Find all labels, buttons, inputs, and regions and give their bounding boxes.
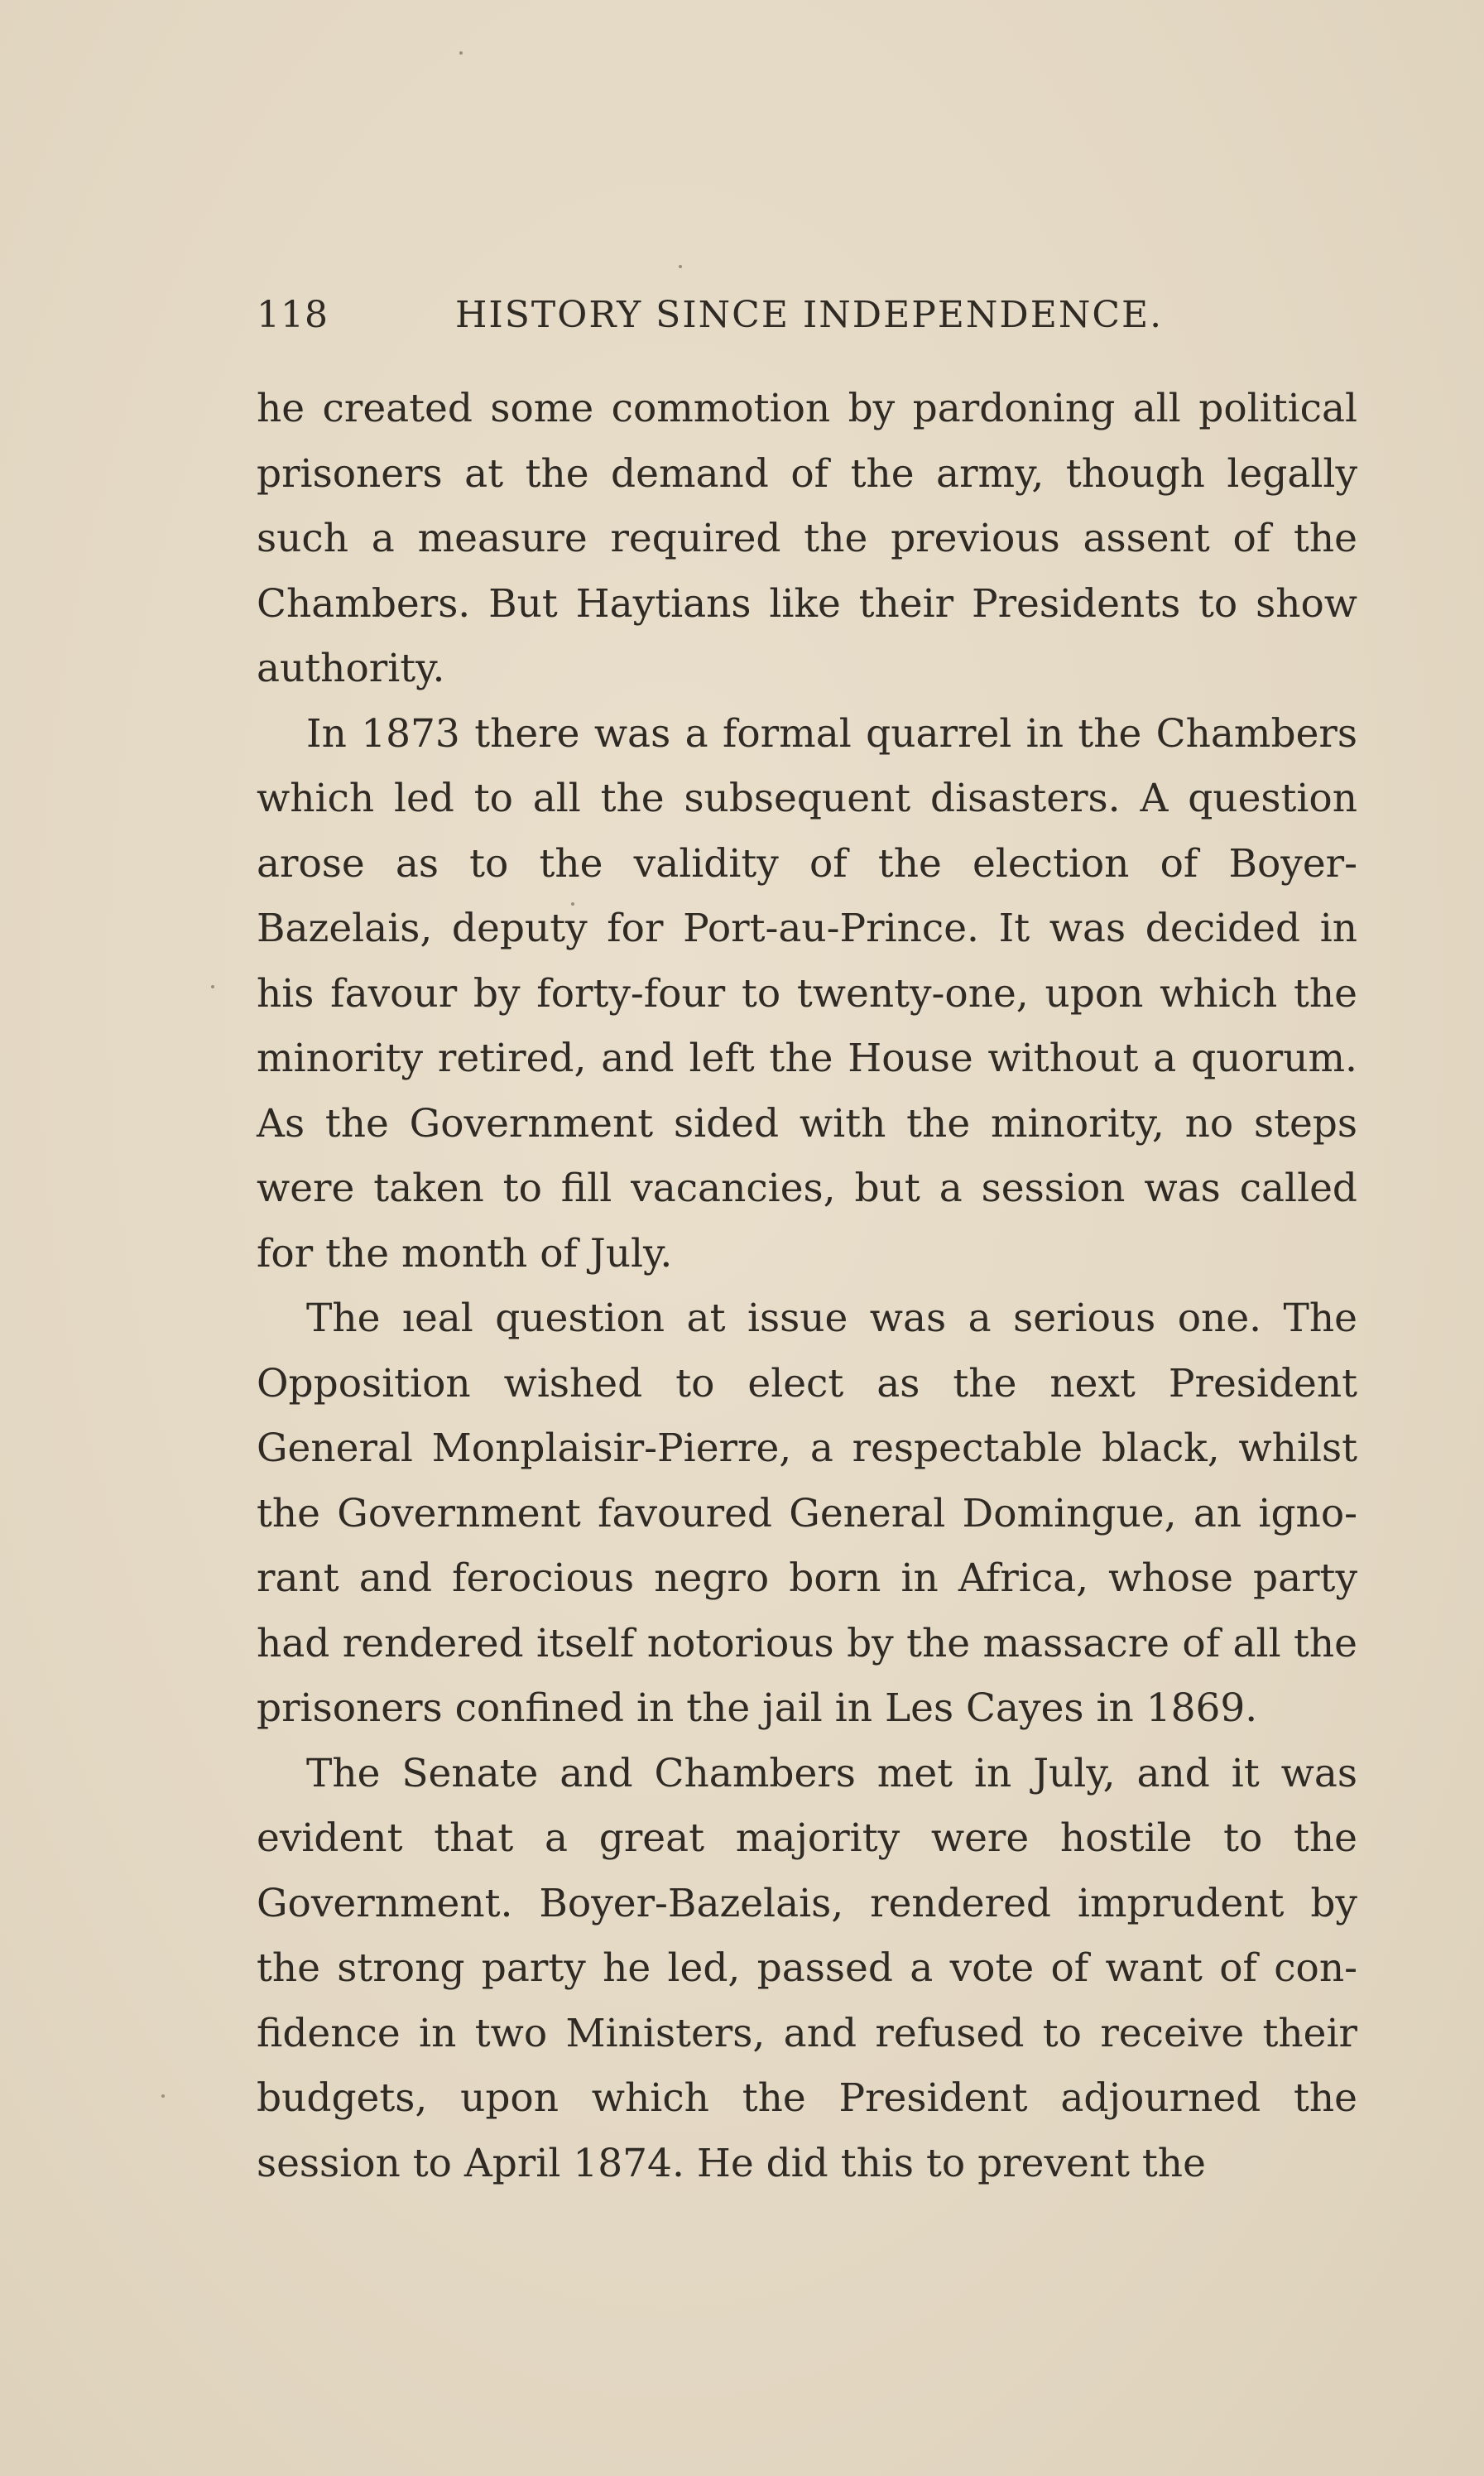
paragraph: In 1873 there was a formal quarrel in the Chambers which led to all the subsequent disasters. A question arose as to the validity of the election of Boyer-Bazelais, deputy for Port-au-Prince. It was decided in his favour by forty-four to twenty-one, upon which the minority retired, and left the House without a quorum. As the Government sided with the minority, no steps were taken to fill vacancies, but a session was called for the month of July. bbox=[257, 710, 1357, 1276]
paper-speck bbox=[679, 265, 682, 268]
body-text bbox=[257, 377, 1357, 2196]
paragraph: he created some commotion by pardoning all political prisoners at the demand of the army, though legally such a measure required the previous assent of the Chambers. But Haytians like their Presidents to show authority. bbox=[257, 386, 1357, 691]
running-head: HISTORY SINCE INDEPENDENCE. bbox=[455, 294, 1164, 336]
paper-speck bbox=[571, 902, 574, 906]
paragraph: The ıeal question at issue was a serious one. The Opposition wished to elect as the next President General Monplaisir-Pierre, a respectable black, whilst the Government favoured General Domingue, an igno-rant and ferocious negro born in Africa, whose party had rendered itself notorious by the massacre of all the prisoners confined in the jail in Les Cayes in 1869. bbox=[257, 1296, 1357, 1731]
paper-speck bbox=[211, 985, 214, 988]
page-number: 118 bbox=[257, 294, 329, 336]
paragraph: The Senate and Chambers met in July, and it was evident that a great majority were hostile to the Government. Boyer-Bazelais, rendered imprudent by the strong party he led, passed a vote of want of con-fidence in two Ministers, and refused to receive their budgets, upon which the President adjourned the session to April 1874. He did this to prevent the bbox=[257, 1750, 1357, 2186]
paper-speck bbox=[161, 2094, 165, 2098]
paper-speck bbox=[459, 51, 463, 55]
page-header bbox=[257, 294, 1357, 344]
